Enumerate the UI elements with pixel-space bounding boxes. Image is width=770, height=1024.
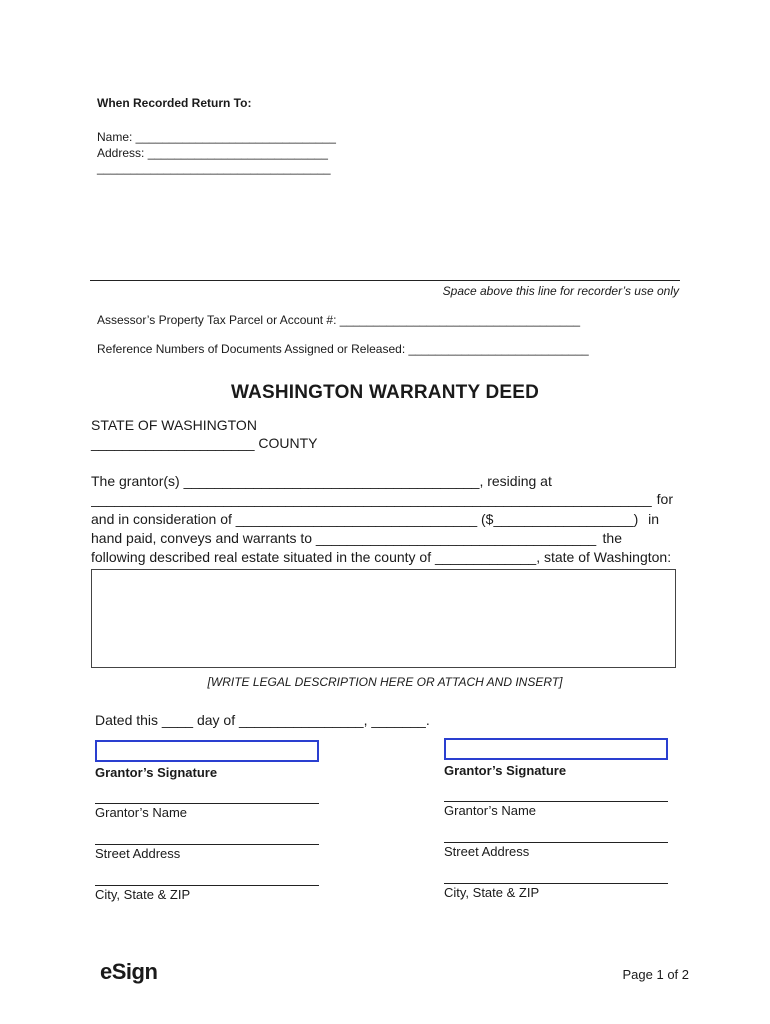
grantor-signature-label-left: Grantor’s Signature — [95, 765, 218, 780]
grantor-name-label-left: Grantor’s Name — [95, 805, 187, 820]
legal-description-box[interactable] — [91, 569, 676, 668]
street-rule-right — [444, 842, 668, 843]
recorder-note: Space above this line for recorder’s use only — [442, 284, 679, 298]
grantor-signature-field-right[interactable] — [444, 738, 668, 760]
return-extra-line: ___________________________________ — [97, 161, 331, 175]
city-state-zip-label-left: City, State & ZIP — [95, 887, 191, 902]
street-address-label-right: Street Address — [444, 844, 530, 859]
city-rule-left — [95, 885, 319, 886]
body-line-residence-blank: ________________________________________________________________________ — [91, 491, 652, 507]
return-name-line: Name: ______________________________ — [97, 130, 336, 144]
grantor-name-label-right: Grantor’s Name — [444, 803, 536, 818]
body-line-residence-end: for — [653, 491, 673, 507]
state-line: STATE OF WASHINGTON — [91, 417, 257, 433]
street-rule-left — [95, 844, 319, 845]
dated-line: Dated this ____ day of ________________, _______. — [95, 712, 430, 728]
grantor-signature-label-right: Grantor’s Signature — [444, 763, 567, 778]
city-rule-right — [444, 883, 668, 884]
recorder-divider — [90, 280, 680, 281]
body-line-grantee: hand paid, conveys and warrants to ____________________________________ — [91, 530, 597, 546]
body-line-grantee-end: the — [602, 530, 622, 546]
body-line-county: following described real estate situated in the county of _____________, state of Washington: — [91, 549, 672, 565]
grantor-name-rule-right — [444, 801, 668, 802]
street-address-label-left: Street Address — [95, 846, 181, 861]
body-line-grantor: The grantor(s) ______________________________________, residing at — [91, 473, 552, 489]
city-state-zip-label-right: City, State & ZIP — [444, 885, 540, 900]
document-title: WASHINGTON WARRANTY DEED — [230, 382, 540, 403]
return-address-line: Address: ___________________________ — [97, 146, 328, 160]
parcel-line: Assessor’s Property Tax Parcel or Account #: ____________________________________ — [97, 313, 581, 327]
esign-logo: eSign — [100, 959, 158, 984]
reference-line: Reference Numbers of Documents Assigned or Released: ___________________________ — [97, 342, 589, 356]
body-line-consideration-end: in — [648, 511, 659, 527]
body-line-consideration: and in consideration of _______________________________ ($__________________) — [91, 511, 639, 527]
grantor-name-rule-left — [95, 803, 319, 804]
grantor-signature-field-left[interactable] — [95, 740, 319, 762]
county-line: _____________________ COUNTY — [91, 435, 318, 451]
legal-description-note: [WRITE LEGAL DESCRIPTION HERE OR ATTACH AND INSERT] — [207, 675, 563, 689]
page-number: Page 1 of 2 — [622, 967, 689, 982]
return-to-heading: When Recorded Return To: — [97, 96, 252, 110]
